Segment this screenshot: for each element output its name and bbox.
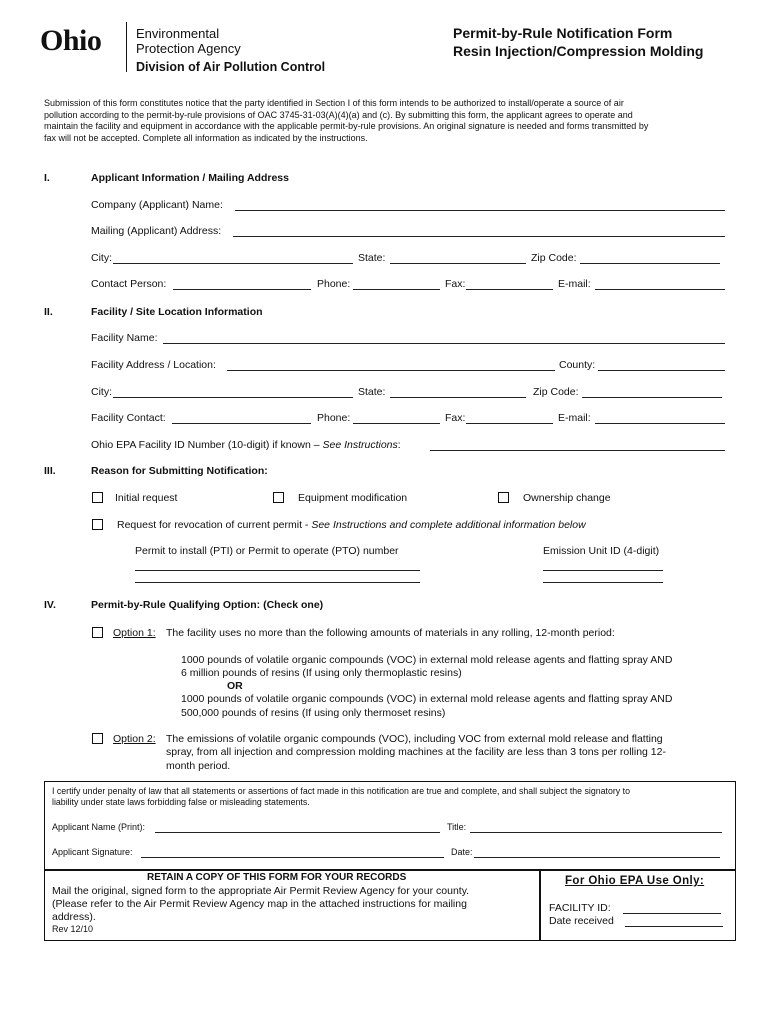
county-label: County:	[559, 359, 596, 371]
state-label: State:	[358, 252, 386, 264]
zip-label: Zip Code:	[531, 252, 577, 264]
emission-unit-field-2[interactable]	[543, 582, 663, 583]
applicant-title-label: Title:	[447, 822, 467, 832]
section-4-number: IV.	[44, 599, 56, 611]
option-2-label: Option 2:	[113, 733, 156, 745]
emission-unit-label: Emission Unit ID (4-digit)	[543, 545, 660, 557]
ownership-change-label: Ownership change	[523, 492, 611, 504]
signature-date-label: Date:	[451, 847, 473, 857]
option-1-a-line-2: 6 million pounds of resins (If using only thermoplastic resins)	[181, 667, 462, 679]
epa-use-only-heading: For Ohio EPA Use Only:	[565, 875, 705, 887]
agency-line-2: Protection Agency	[136, 41, 241, 56]
agency-line-1: Environmental	[136, 26, 220, 41]
section-2-heading: Facility / Site Location Information	[91, 306, 263, 318]
intro-line: Submission of this form constitutes notice that the party identified in Section I of this form intends to be authorized to install/operate a source of air	[44, 98, 624, 108]
retain-copy-heading: RETAIN A COPY OF THIS FORM FOR YOUR RECORDS	[147, 872, 407, 883]
facility-email-label: E-mail:	[558, 412, 591, 424]
mail-instructions-line-2: (Please refer to the Air Permit Review Agency map in the attached instructions for mailing	[52, 898, 467, 910]
intro-line: maintain the facility and equipment in accordance with the applicable permit-by-rule provisions. An original signature is needed and forms transmitted by	[44, 121, 649, 131]
facility-id-office-label: FACILITY ID:	[549, 902, 611, 914]
facility-address-field[interactable]	[227, 370, 555, 371]
city-field[interactable]	[113, 263, 353, 264]
applicant-title-field[interactable]	[470, 832, 722, 833]
applicant-name-label: Applicant Name (Print):	[52, 822, 146, 832]
facility-city-field[interactable]	[113, 397, 353, 398]
division-title: Division of Air Pollution Control	[136, 60, 326, 74]
state-field[interactable]	[390, 263, 526, 264]
intro-line: fax will not be accepted. Complete all information as indicated by the instructions.	[44, 132, 368, 143]
date-received-label: Date received	[549, 915, 614, 927]
section-1-heading: Applicant Information / Mailing Address	[91, 172, 289, 184]
section-1-number: I.	[44, 172, 50, 184]
section-3-heading: Reason for Submitting Notification:	[91, 465, 268, 477]
facility-email-field[interactable]	[595, 423, 725, 424]
applicant-signature-label: Applicant Signature:	[52, 847, 133, 857]
logo-divider	[126, 22, 127, 72]
facility-fax-field[interactable]	[466, 423, 553, 424]
facility-zip-field[interactable]	[582, 397, 722, 398]
facility-phone-field[interactable]	[353, 423, 440, 424]
initial-request-label: Initial request	[115, 492, 178, 504]
option-2-line-1: The emissions of volatile organic compounds (VOC), including VOC from external mold release and flatting	[166, 733, 663, 745]
facility-name-label: Facility Name:	[91, 332, 158, 344]
applicant-name-field[interactable]	[155, 832, 440, 833]
mailing-address-field[interactable]	[233, 236, 725, 237]
facility-zip-label: Zip Code:	[533, 386, 579, 398]
county-field[interactable]	[598, 370, 725, 371]
certification-line-1: I certify under penalty of law that all statements or assertions of fact made in this notification are true and complete, and shall subject the signatory to	[52, 786, 630, 796]
revocation-label	[117, 519, 586, 532]
signature-date-field[interactable]	[474, 857, 720, 858]
intro-paragraph	[44, 98, 744, 144]
revision-label: Rev 12/10	[52, 924, 94, 934]
option-2-line-2: spray, from all injection and compression molding machines at the facility are less than 3 tons per rolling 12-	[166, 746, 666, 758]
option-1-b-line-2: 500,000 pounds of resins (If using only thermoset resins)	[181, 707, 446, 719]
section-4-heading: Permit-by-Rule Qualifying Option: (Check one)	[91, 599, 324, 611]
permit-number-field-2[interactable]	[135, 582, 420, 583]
email-field[interactable]	[595, 289, 725, 290]
facility-contact-field[interactable]	[172, 423, 311, 424]
option-1-a-line-1: 1000 pounds of volatile organic compounds (VOC) in external mold release agents and flatting spray AND	[181, 654, 673, 666]
applicant-signature-field[interactable]	[141, 857, 444, 858]
facility-fax-label: Fax:	[445, 412, 466, 424]
facility-state-field[interactable]	[390, 397, 526, 398]
ohio-logo: Ohio	[40, 24, 102, 57]
option-1-checkbox[interactable]	[92, 627, 103, 638]
intro-line: pollution according to the permit-by-rule provisions of OAC 3745-31-03(A)(4)(a) and (c). By submitting this form, the applicant agrees to operate and	[44, 109, 633, 120]
facility-phone-label: Phone:	[317, 412, 351, 424]
option-1-label: Option 1:	[113, 627, 156, 639]
facility-state-label: State:	[358, 386, 386, 398]
option-1-or: OR	[227, 680, 243, 692]
fax-label: Fax:	[445, 278, 466, 290]
zip-field[interactable]	[580, 263, 720, 264]
section-2-number: II.	[44, 306, 53, 318]
revocation-text: Request for revocation of current permit -	[117, 519, 312, 531]
equipment-modification-checkbox[interactable]	[273, 492, 284, 503]
phone-label: Phone:	[317, 278, 351, 290]
facility-address-label: Facility Address / Location:	[91, 359, 216, 371]
facility-id-office-field[interactable]	[623, 913, 721, 914]
option-1-b-line-1: 1000 pounds of volatile organic compounds (VOC) in external mold release agents and flatting spray AND	[181, 693, 673, 705]
facility-name-field[interactable]	[163, 343, 725, 344]
option-2-checkbox[interactable]	[92, 733, 103, 744]
facility-id-text: Ohio EPA Facility ID Number (10-digit) if known –	[91, 439, 323, 451]
email-label: E-mail:	[558, 278, 591, 290]
company-name-field[interactable]	[235, 210, 725, 211]
ownership-change-checkbox[interactable]	[498, 492, 509, 503]
equipment-modification-label: Equipment modification	[298, 492, 408, 504]
permit-number-field-1[interactable]	[135, 570, 420, 571]
revocation-checkbox[interactable]	[92, 519, 103, 530]
permit-number-label: Permit to install (PTI) or Permit to operate (PTO) number	[135, 545, 399, 557]
contact-person-label: Contact Person:	[91, 278, 167, 290]
mail-instructions-line-3: address).	[52, 911, 96, 923]
initial-request-checkbox[interactable]	[92, 492, 103, 503]
facility-id-colon: :	[397, 439, 401, 451]
date-received-field[interactable]	[625, 926, 723, 927]
emission-unit-field-1[interactable]	[543, 570, 663, 571]
mail-instructions-line-1: Mail the original, signed form to the appropriate Air Permit Review Agency for your county.	[52, 885, 470, 897]
section-3-number: III.	[44, 465, 56, 477]
fax-field[interactable]	[466, 289, 553, 290]
facility-id-note: See Instructions	[322, 439, 398, 451]
company-name-label: Company (Applicant) Name:	[91, 199, 223, 211]
facility-id-label	[91, 439, 401, 452]
facility-contact-label: Facility Contact:	[91, 412, 166, 424]
option-1-text: The facility uses no more than the following amounts of materials in any rolling, 12-month period:	[166, 627, 615, 639]
city-label: City:	[91, 252, 112, 264]
certification-line-2: liability under state laws forbidding false or misleading statements.	[52, 797, 310, 807]
revocation-note: See Instructions and complete additional information below	[311, 519, 586, 531]
form-title-line-2: Resin Injection/Compression Molding	[453, 43, 704, 59]
contact-person-field[interactable]	[173, 289, 311, 290]
phone-field[interactable]	[353, 289, 440, 290]
facility-city-label: City:	[91, 386, 112, 398]
option-2-line-3: month period.	[166, 760, 231, 772]
facility-id-field[interactable]	[430, 450, 725, 451]
mailing-address-label: Mailing (Applicant) Address:	[91, 225, 222, 237]
form-title-line-1: Permit-by-Rule Notification Form	[453, 25, 673, 41]
